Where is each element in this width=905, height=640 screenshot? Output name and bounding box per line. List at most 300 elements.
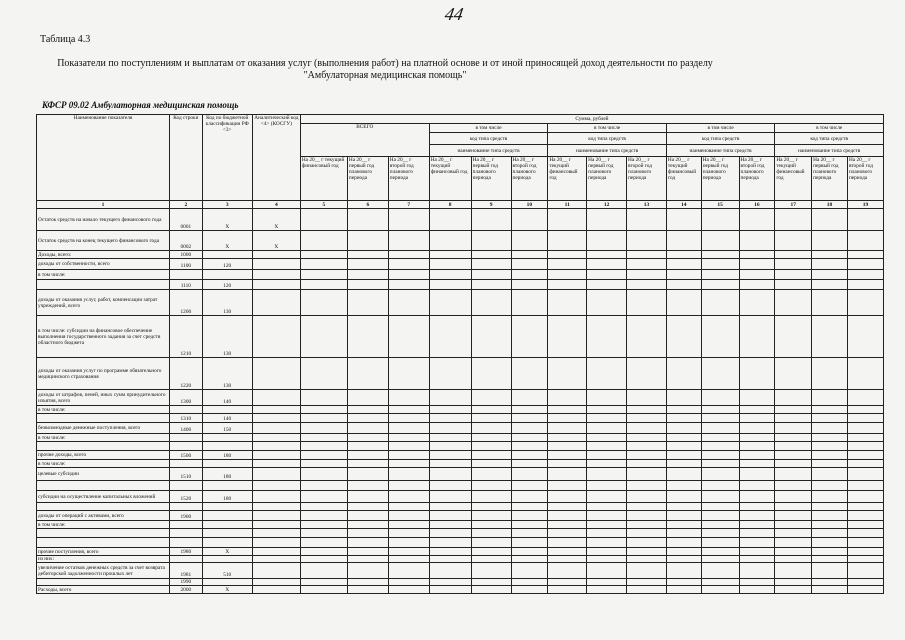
amount-cell[interactable] <box>627 251 667 259</box>
amount-cell[interactable] <box>511 491 548 503</box>
amount-cell[interactable] <box>666 270 701 280</box>
amount-cell[interactable] <box>548 579 587 586</box>
amount-cell[interactable] <box>548 316 587 358</box>
amount-cell[interactable] <box>388 316 429 358</box>
amount-cell[interactable] <box>511 316 548 358</box>
amount-cell[interactable] <box>775 423 812 434</box>
amount-cell[interactable] <box>300 586 347 594</box>
amount-cell[interactable] <box>429 390 471 406</box>
amount-cell[interactable] <box>300 270 347 280</box>
amount-cell[interactable] <box>739 259 775 270</box>
amount-cell[interactable] <box>812 414 848 423</box>
amount-cell[interactable] <box>548 460 587 468</box>
amount-cell[interactable] <box>666 259 701 270</box>
amount-cell[interactable] <box>300 290 347 316</box>
amount-cell[interactable] <box>701 481 739 491</box>
amount-cell[interactable] <box>701 270 739 280</box>
amount-cell[interactable] <box>666 548 701 556</box>
amount-cell[interactable] <box>347 290 388 316</box>
amount-cell[interactable] <box>739 503 775 511</box>
amount-cell[interactable] <box>812 548 848 556</box>
amount-cell[interactable] <box>847 491 883 503</box>
amount-cell[interactable] <box>548 556 587 563</box>
amount-cell[interactable] <box>666 358 701 390</box>
amount-cell[interactable] <box>701 251 739 259</box>
amount-cell[interactable] <box>429 586 471 594</box>
amount-cell[interactable] <box>812 511 848 521</box>
amount-cell[interactable] <box>347 586 388 594</box>
amount-cell[interactable] <box>511 406 548 414</box>
amount-cell[interactable] <box>347 231 388 251</box>
amount-cell[interactable] <box>548 491 587 503</box>
amount-cell[interactable] <box>812 442 848 451</box>
amount-cell[interactable] <box>666 468 701 481</box>
amount-cell[interactable] <box>627 586 667 594</box>
amount-cell[interactable] <box>812 468 848 481</box>
amount-cell[interactable] <box>388 529 429 538</box>
amount-cell[interactable] <box>429 358 471 390</box>
amount-cell[interactable] <box>812 491 848 503</box>
amount-cell[interactable] <box>548 521 587 529</box>
amount-cell[interactable] <box>627 423 667 434</box>
amount-cell[interactable] <box>775 442 812 451</box>
amount-cell[interactable] <box>347 468 388 481</box>
amount-cell[interactable] <box>666 491 701 503</box>
amount-cell[interactable] <box>627 209 667 231</box>
amount-cell[interactable] <box>388 231 429 251</box>
amount-cell[interactable] <box>775 548 812 556</box>
amount-cell[interactable] <box>471 548 511 556</box>
amount-cell[interactable] <box>347 563 388 579</box>
amount-cell[interactable] <box>775 538 812 548</box>
amount-cell[interactable] <box>812 563 848 579</box>
amount-cell[interactable] <box>300 209 347 231</box>
amount-cell[interactable] <box>701 468 739 481</box>
amount-cell[interactable] <box>701 511 739 521</box>
amount-cell[interactable] <box>548 414 587 423</box>
amount-cell[interactable] <box>775 503 812 511</box>
amount-cell[interactable] <box>666 503 701 511</box>
amount-cell[interactable] <box>627 468 667 481</box>
amount-cell[interactable] <box>548 270 587 280</box>
amount-cell[interactable] <box>429 529 471 538</box>
amount-cell[interactable] <box>775 434 812 442</box>
amount-cell[interactable] <box>666 390 701 406</box>
amount-cell[interactable] <box>300 414 347 423</box>
amount-cell[interactable] <box>739 521 775 529</box>
amount-cell[interactable] <box>847 460 883 468</box>
amount-cell[interactable] <box>739 451 775 460</box>
amount-cell[interactable] <box>429 548 471 556</box>
amount-cell[interactable] <box>739 280 775 290</box>
amount-cell[interactable] <box>666 451 701 460</box>
amount-cell[interactable] <box>471 290 511 316</box>
amount-cell[interactable] <box>739 548 775 556</box>
amount-cell[interactable] <box>587 491 627 503</box>
amount-cell[interactable] <box>471 358 511 390</box>
amount-cell[interactable] <box>429 563 471 579</box>
amount-cell[interactable] <box>548 586 587 594</box>
amount-cell[interactable] <box>388 481 429 491</box>
amount-cell[interactable] <box>429 209 471 231</box>
amount-cell[interactable] <box>548 511 587 521</box>
amount-cell[interactable] <box>548 290 587 316</box>
amount-cell[interactable] <box>429 442 471 451</box>
amount-cell[interactable] <box>847 290 883 316</box>
amount-cell[interactable] <box>739 414 775 423</box>
amount-cell[interactable] <box>666 511 701 521</box>
amount-cell[interactable] <box>812 434 848 442</box>
amount-cell[interactable] <box>347 434 388 442</box>
amount-cell[interactable] <box>701 548 739 556</box>
amount-cell[interactable] <box>587 406 627 414</box>
amount-cell[interactable] <box>429 259 471 270</box>
amount-cell[interactable] <box>739 538 775 548</box>
amount-cell[interactable] <box>666 423 701 434</box>
amount-cell[interactable] <box>627 434 667 442</box>
amount-cell[interactable] <box>587 442 627 451</box>
amount-cell[interactable] <box>511 586 548 594</box>
amount-cell[interactable] <box>739 442 775 451</box>
amount-cell[interactable] <box>847 442 883 451</box>
amount-cell[interactable] <box>300 491 347 503</box>
amount-cell[interactable] <box>847 563 883 579</box>
amount-cell[interactable] <box>587 209 627 231</box>
amount-cell[interactable] <box>739 481 775 491</box>
amount-cell[interactable] <box>471 423 511 434</box>
amount-cell[interactable] <box>701 434 739 442</box>
amount-cell[interactable] <box>812 556 848 563</box>
amount-cell[interactable] <box>429 538 471 548</box>
amount-cell[interactable] <box>511 434 548 442</box>
amount-cell[interactable] <box>300 503 347 511</box>
amount-cell[interactable] <box>666 316 701 358</box>
amount-cell[interactable] <box>812 270 848 280</box>
amount-cell[interactable] <box>471 503 511 511</box>
amount-cell[interactable] <box>847 434 883 442</box>
amount-cell[interactable] <box>775 406 812 414</box>
amount-cell[interactable] <box>666 481 701 491</box>
amount-cell[interactable] <box>701 579 739 586</box>
amount-cell[interactable] <box>300 390 347 406</box>
amount-cell[interactable] <box>347 521 388 529</box>
amount-cell[interactable] <box>300 579 347 586</box>
amount-cell[interactable] <box>739 579 775 586</box>
amount-cell[interactable] <box>847 414 883 423</box>
amount-cell[interactable] <box>471 451 511 460</box>
amount-cell[interactable] <box>548 442 587 451</box>
amount-cell[interactable] <box>548 503 587 511</box>
amount-cell[interactable] <box>701 503 739 511</box>
amount-cell[interactable] <box>812 579 848 586</box>
amount-cell[interactable] <box>429 280 471 290</box>
amount-cell[interactable] <box>347 209 388 231</box>
amount-cell[interactable] <box>627 511 667 521</box>
amount-cell[interactable] <box>300 521 347 529</box>
amount-cell[interactable] <box>847 511 883 521</box>
amount-cell[interactable] <box>388 251 429 259</box>
amount-cell[interactable] <box>300 280 347 290</box>
amount-cell[interactable] <box>429 434 471 442</box>
amount-cell[interactable] <box>300 423 347 434</box>
amount-cell[interactable] <box>511 390 548 406</box>
amount-cell[interactable] <box>666 251 701 259</box>
amount-cell[interactable] <box>300 451 347 460</box>
amount-cell[interactable] <box>300 511 347 521</box>
amount-cell[interactable] <box>739 460 775 468</box>
amount-cell[interactable] <box>775 451 812 460</box>
amount-cell[interactable] <box>347 579 388 586</box>
amount-cell[interactable] <box>847 270 883 280</box>
amount-cell[interactable] <box>587 414 627 423</box>
amount-cell[interactable] <box>587 259 627 270</box>
amount-cell[interactable] <box>739 563 775 579</box>
amount-cell[interactable] <box>847 503 883 511</box>
amount-cell[interactable] <box>847 556 883 563</box>
amount-cell[interactable] <box>666 529 701 538</box>
amount-cell[interactable] <box>300 481 347 491</box>
amount-cell[interactable] <box>775 280 812 290</box>
amount-cell[interactable] <box>627 290 667 316</box>
amount-cell[interactable] <box>627 503 667 511</box>
amount-cell[interactable] <box>347 406 388 414</box>
amount-cell[interactable] <box>429 451 471 460</box>
amount-cell[interactable] <box>587 290 627 316</box>
amount-cell[interactable] <box>701 290 739 316</box>
amount-cell[interactable] <box>666 231 701 251</box>
amount-cell[interactable] <box>471 521 511 529</box>
amount-cell[interactable] <box>511 442 548 451</box>
amount-cell[interactable] <box>627 451 667 460</box>
amount-cell[interactable] <box>627 481 667 491</box>
amount-cell[interactable] <box>388 556 429 563</box>
amount-cell[interactable] <box>511 579 548 586</box>
amount-cell[interactable] <box>627 556 667 563</box>
amount-cell[interactable] <box>627 280 667 290</box>
amount-cell[interactable] <box>627 538 667 548</box>
amount-cell[interactable] <box>587 468 627 481</box>
amount-cell[interactable] <box>300 358 347 390</box>
amount-cell[interactable] <box>739 511 775 521</box>
amount-cell[interactable] <box>847 451 883 460</box>
amount-cell[interactable] <box>847 548 883 556</box>
amount-cell[interactable] <box>739 270 775 280</box>
amount-cell[interactable] <box>701 390 739 406</box>
amount-cell[interactable] <box>511 529 548 538</box>
amount-cell[interactable] <box>429 251 471 259</box>
amount-cell[interactable] <box>701 358 739 390</box>
amount-cell[interactable] <box>627 529 667 538</box>
amount-cell[interactable] <box>739 358 775 390</box>
amount-cell[interactable] <box>388 563 429 579</box>
amount-cell[interactable] <box>300 442 347 451</box>
amount-cell[interactable] <box>701 538 739 548</box>
amount-cell[interactable] <box>429 270 471 280</box>
amount-cell[interactable] <box>739 290 775 316</box>
amount-cell[interactable] <box>587 556 627 563</box>
amount-cell[interactable] <box>511 358 548 390</box>
amount-cell[interactable] <box>666 434 701 442</box>
amount-cell[interactable] <box>511 521 548 529</box>
amount-cell[interactable] <box>587 423 627 434</box>
amount-cell[interactable] <box>812 481 848 491</box>
amount-cell[interactable] <box>587 251 627 259</box>
amount-cell[interactable] <box>666 563 701 579</box>
amount-cell[interactable] <box>739 434 775 442</box>
amount-cell[interactable] <box>347 390 388 406</box>
amount-cell[interactable] <box>847 468 883 481</box>
amount-cell[interactable] <box>388 358 429 390</box>
amount-cell[interactable] <box>775 231 812 251</box>
amount-cell[interactable] <box>388 460 429 468</box>
amount-cell[interactable] <box>587 511 627 521</box>
amount-cell[interactable] <box>587 358 627 390</box>
amount-cell[interactable] <box>627 579 667 586</box>
amount-cell[interactable] <box>347 548 388 556</box>
amount-cell[interactable] <box>775 563 812 579</box>
amount-cell[interactable] <box>347 460 388 468</box>
amount-cell[interactable] <box>812 521 848 529</box>
amount-cell[interactable] <box>548 231 587 251</box>
amount-cell[interactable] <box>511 451 548 460</box>
amount-cell[interactable] <box>511 511 548 521</box>
amount-cell[interactable] <box>812 290 848 316</box>
amount-cell[interactable] <box>511 548 548 556</box>
amount-cell[interactable] <box>471 529 511 538</box>
amount-cell[interactable] <box>429 481 471 491</box>
amount-cell[interactable] <box>300 460 347 468</box>
amount-cell[interactable] <box>666 460 701 468</box>
amount-cell[interactable] <box>471 556 511 563</box>
amount-cell[interactable] <box>666 414 701 423</box>
amount-cell[interactable] <box>701 280 739 290</box>
amount-cell[interactable] <box>548 358 587 390</box>
amount-cell[interactable] <box>627 460 667 468</box>
amount-cell[interactable] <box>812 209 848 231</box>
amount-cell[interactable] <box>511 423 548 434</box>
amount-cell[interactable] <box>429 460 471 468</box>
amount-cell[interactable] <box>429 556 471 563</box>
amount-cell[interactable] <box>511 414 548 423</box>
amount-cell[interactable] <box>847 259 883 270</box>
amount-cell[interactable] <box>471 563 511 579</box>
amount-cell[interactable] <box>511 209 548 231</box>
amount-cell[interactable] <box>300 316 347 358</box>
amount-cell[interactable] <box>347 251 388 259</box>
amount-cell[interactable] <box>775 529 812 538</box>
amount-cell[interactable] <box>548 390 587 406</box>
amount-cell[interactable] <box>471 209 511 231</box>
amount-cell[interactable] <box>347 423 388 434</box>
amount-cell[interactable] <box>739 316 775 358</box>
amount-cell[interactable] <box>666 579 701 586</box>
amount-cell[interactable] <box>812 316 848 358</box>
amount-cell[interactable] <box>701 406 739 414</box>
amount-cell[interactable] <box>429 414 471 423</box>
amount-cell[interactable] <box>548 538 587 548</box>
amount-cell[interactable] <box>627 414 667 423</box>
amount-cell[interactable] <box>548 406 587 414</box>
amount-cell[interactable] <box>429 406 471 414</box>
amount-cell[interactable] <box>812 406 848 414</box>
amount-cell[interactable] <box>300 529 347 538</box>
amount-cell[interactable] <box>300 556 347 563</box>
amount-cell[interactable] <box>739 586 775 594</box>
amount-cell[interactable] <box>388 406 429 414</box>
amount-cell[interactable] <box>847 579 883 586</box>
amount-cell[interactable] <box>388 538 429 548</box>
amount-cell[interactable] <box>347 491 388 503</box>
amount-cell[interactable] <box>739 556 775 563</box>
amount-cell[interactable] <box>471 316 511 358</box>
amount-cell[interactable] <box>775 358 812 390</box>
amount-cell[interactable] <box>388 451 429 460</box>
amount-cell[interactable] <box>300 406 347 414</box>
amount-cell[interactable] <box>347 442 388 451</box>
amount-cell[interactable] <box>347 529 388 538</box>
amount-cell[interactable] <box>739 491 775 503</box>
amount-cell[interactable] <box>701 563 739 579</box>
amount-cell[interactable] <box>587 270 627 280</box>
amount-cell[interactable] <box>548 481 587 491</box>
amount-cell[interactable] <box>300 548 347 556</box>
amount-cell[interactable] <box>471 406 511 414</box>
amount-cell[interactable] <box>666 290 701 316</box>
amount-cell[interactable] <box>627 259 667 270</box>
amount-cell[interactable] <box>739 231 775 251</box>
amount-cell[interactable] <box>471 442 511 451</box>
amount-cell[interactable] <box>812 390 848 406</box>
amount-cell[interactable] <box>701 423 739 434</box>
amount-cell[interactable] <box>847 231 883 251</box>
amount-cell[interactable] <box>388 511 429 521</box>
amount-cell[interactable] <box>511 563 548 579</box>
amount-cell[interactable] <box>388 390 429 406</box>
amount-cell[interactable] <box>701 521 739 529</box>
amount-cell[interactable] <box>429 491 471 503</box>
amount-cell[interactable] <box>511 460 548 468</box>
amount-cell[interactable] <box>812 503 848 511</box>
amount-cell[interactable] <box>812 231 848 251</box>
amount-cell[interactable] <box>847 316 883 358</box>
amount-cell[interactable] <box>627 442 667 451</box>
amount-cell[interactable] <box>775 491 812 503</box>
amount-cell[interactable] <box>471 468 511 481</box>
amount-cell[interactable] <box>511 468 548 481</box>
amount-cell[interactable] <box>775 579 812 586</box>
amount-cell[interactable] <box>812 251 848 259</box>
amount-cell[interactable] <box>511 231 548 251</box>
amount-cell[interactable] <box>471 414 511 423</box>
amount-cell[interactable] <box>666 406 701 414</box>
amount-cell[interactable] <box>587 390 627 406</box>
amount-cell[interactable] <box>739 209 775 231</box>
amount-cell[interactable] <box>847 280 883 290</box>
amount-cell[interactable] <box>775 586 812 594</box>
amount-cell[interactable] <box>627 316 667 358</box>
amount-cell[interactable] <box>587 521 627 529</box>
amount-cell[interactable] <box>388 491 429 503</box>
amount-cell[interactable] <box>388 548 429 556</box>
amount-cell[interactable] <box>775 270 812 280</box>
amount-cell[interactable] <box>300 259 347 270</box>
amount-cell[interactable] <box>812 529 848 538</box>
amount-cell[interactable] <box>388 503 429 511</box>
amount-cell[interactable] <box>587 538 627 548</box>
amount-cell[interactable] <box>511 503 548 511</box>
amount-cell[interactable] <box>666 521 701 529</box>
amount-cell[interactable] <box>627 231 667 251</box>
